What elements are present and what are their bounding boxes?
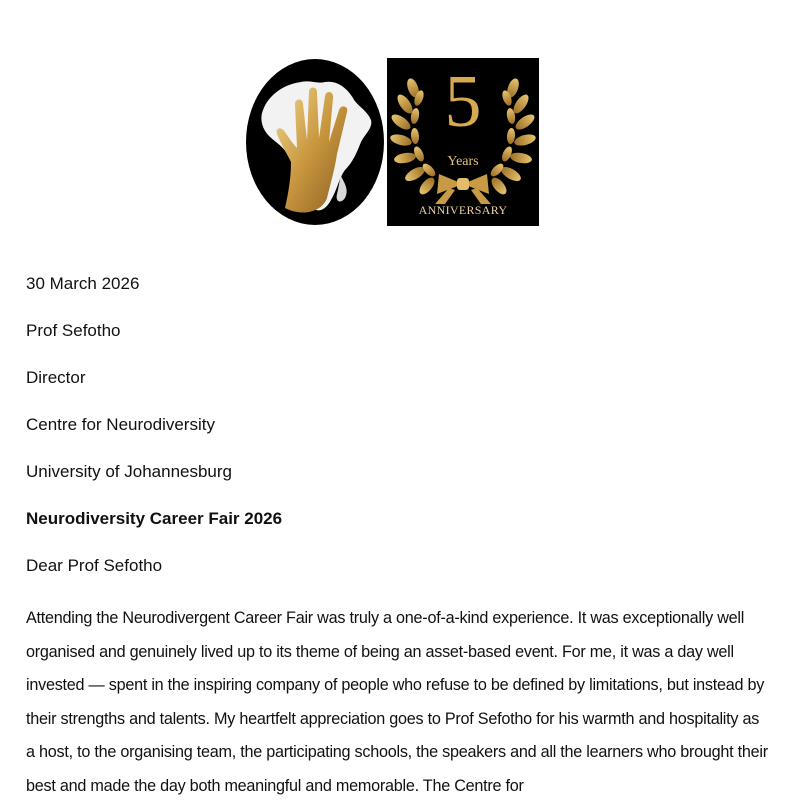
recipient-institution: University of Johannesburg [26, 462, 233, 481]
letter-body [26, 273, 771, 804]
africa-hand-logo-icon [245, 58, 385, 226]
anniversary-number: 5 [444, 61, 482, 143]
recipient-title: Director [26, 368, 86, 387]
anniversary-years: Years [447, 154, 479, 169]
recipient-department: Centre for Neurodiversity [26, 415, 215, 434]
letter-salutation: Dear Prof Sefotho [26, 556, 163, 575]
letter-paragraph: Attending the Neurodivergent Career Fair was truly a one-of-a-kind experience. It was exceptionally well organised and genuinely lived up to its theme of being an asset-based event. For me, it was a day well invested — spent in the inspiring company of people who refuse to be defined by limitations, but instead by their strengths and talents. My heartfelt appreciation goes to Prof Sefotho for his warmth and hospitality as a host, to the organising team, the participating schools, the speakers and all the learners who brought their best and made the day both meaningful and memorable. The Centre for [26, 609, 768, 795]
anniversary-label: ANNIVERSARY [418, 203, 508, 217]
letter-subject: Neurodiversity Career Fair 2026 [26, 509, 283, 528]
letter-date: 30 March 2026 [26, 274, 140, 293]
letterhead [0, 0, 800, 240]
recipient-name: Prof Sefotho [26, 321, 121, 340]
anniversary-badge [387, 58, 539, 226]
